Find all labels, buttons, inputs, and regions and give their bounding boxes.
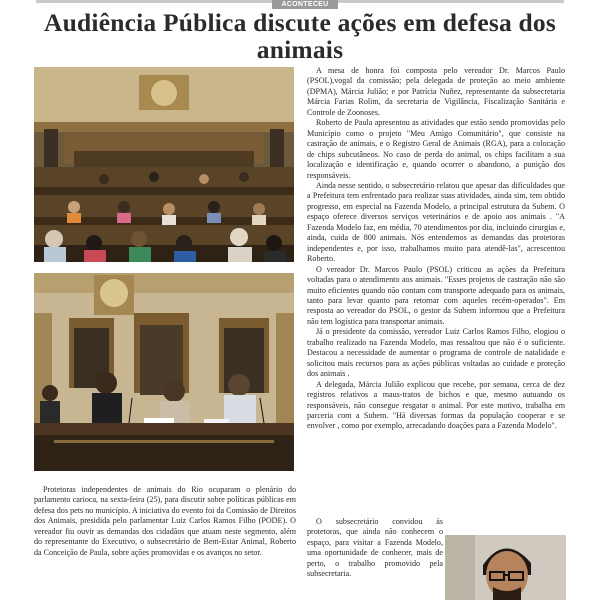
article-column-right (307, 66, 565, 432)
paragraph: O subsecretário convidou às protetoras, que ainda não conhecem o espaço, para visitar a Fazenda Modelo, uma oportunidade de conhecer, mais de perto, o trabalho promovido pela subsecretaria. (307, 517, 443, 579)
portrait-photo (445, 535, 566, 600)
paragraph-intro: Protetoras independentes de animais do Rio ocuparam o plenário do parlamento carioca, na sexta-feira (25), para discutir sobre políticas públicas em defesa dos pets no município. A iniciativa do evento foi da Comissão de Direitos dos Animais, presidida pelo parlamentar Luiz Carlos Ramos Filho (PODE). O vereador fiu ouvir as demandas dos cidadãos que atuam neste segmento, além do representante do Executivo, o subsecretário de Bem-Estar Animal, Roberto da Conceição de Paula, sobre ações promovidas e os avanços no setor. (34, 485, 296, 557)
paragraph: Roberto de Paula apresentou as atividades que estão sendo promovidas pelo Município como o projeto "Meu Amigo Comunitário", que consiste na castração de animais, e o Registro Geral de Animais (RGA), para a colocação de chips subcutâneos. No caso de perda do animal, os chips facilitam a sua localização e identificação e, quando ocorrer o abandono, a punição dos responsáveis. (307, 118, 565, 180)
paragraph: A delegada, Márcia Julião explicou que recebe, por semana, cerca de dez registros relativos a maus-tratos de bichos e que, mesmo autuando os responsáveis, não consegue resgatar o animal. Por este motivo, trabalha em parceria com a Subem. "Há diversas formas da população cooperar e se envolver , como por exemplo, arrecadando doações para a Fazenda Modelo". (307, 379, 565, 431)
article-column-left (34, 485, 296, 558)
paragraph: A mesa de honra foi composta pelo vereador Dr. Marcos Paulo (PSOL),vogal da comissão; pela delegada de proteção ao meio ambiente (DPMA), Márcia Julião; e por Patrícia Nuñez, representante da subsecretaria Márcia Farias Rolim, da secretaria de Vigilância, Fiscalização Sanitária e Controle de Zoonoses. (307, 66, 565, 117)
article-column-tail (307, 517, 443, 580)
photo-plenary-audience (34, 67, 294, 262)
paragraph: Já o presidente da comissão, vereador Luiz Carlos Ramos Filho, elogiou o trabalho realizado na Fazenda Modelo, mas ressaltou que não é o suficiente. Destacou a necessidade de aumentar o programa de controle de natalidade e solicitou mais recursos para as ações públicas voltadas ao cuidade e proteção dos animais . (307, 327, 565, 379)
section-tag: ACONTECEU (272, 0, 338, 9)
paragraph: Ainda nesse sentido, o subsecretário relatou que apesar das dificuldades que a Prefeitura tem enfrentado para realizar suas atividades, ainda sim, tem obtido progresso, em especial na Fazenda Modelo, a principal estrutura da Subem. O espaço oferece diversos serviços veterinários e de apoio aos animais . "A Fazenda Modelo faz, em média, 70 atendimentos por dia, incluindo cirurgias e, ainda, cuida de 800 animais. Nós entendemos as demandas das protetoras independentes e, por isso, trabalhamos muito para atendê-las", acrescentou Roberto. (307, 180, 565, 264)
headline: Audiência Pública discute ações em defesa dos animais (44, 8, 556, 64)
photo-panel-table (34, 273, 294, 471)
paragraph: O vereador Dr. Marcos Paulo (PSOL) criticou as ações da Prefeitura voltadas para o atendimento aos animais. "Esses projetos de castração não são muito eficientes quando não contam com transporte adequado para os animais, tanto para levar quanto para retornar com aqueles recém-operados". Em resposta ao vereador do PSOL, o gestor da Subem informou que a Prefeitura não tem logística para transportar animais. (307, 264, 565, 326)
